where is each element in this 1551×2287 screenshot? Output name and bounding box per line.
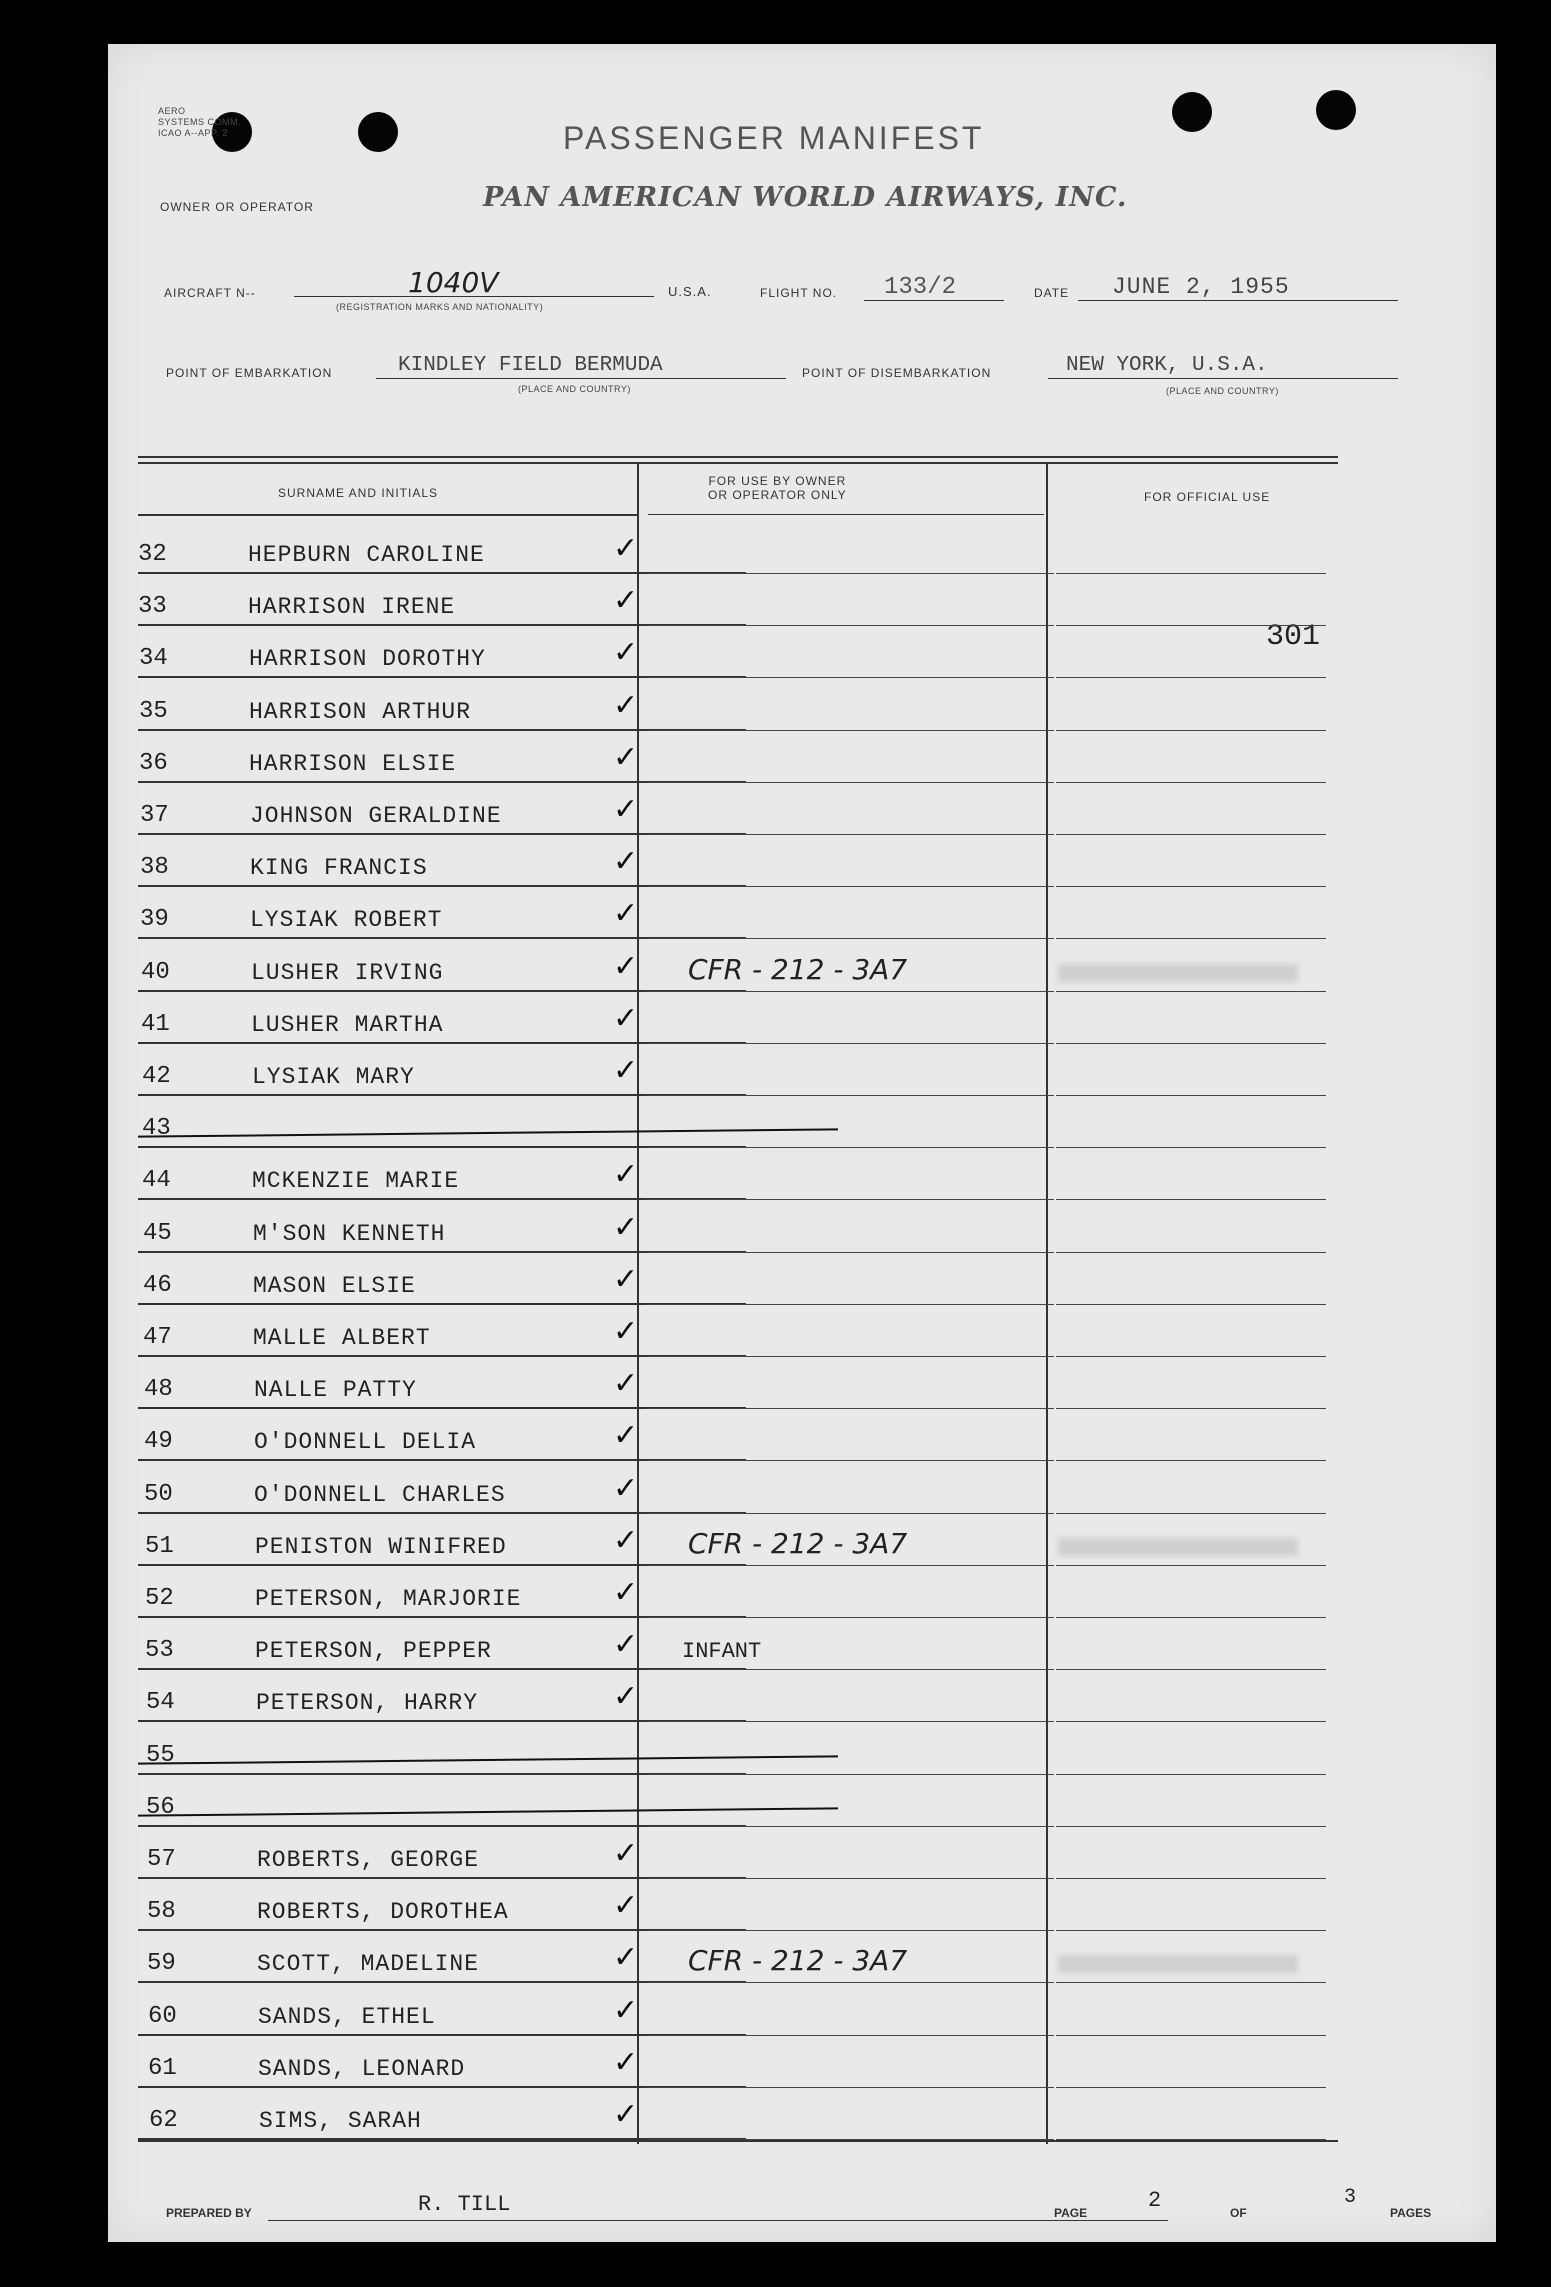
col-official-header: FOR OFFICIAL USE (1144, 490, 1271, 504)
redacted-official-note (1058, 1955, 1298, 1973)
pages-total: 3 (1344, 2186, 1357, 2209)
row-number: 49 (144, 1428, 173, 1456)
check-mark-icon: ✓ (613, 1366, 639, 1402)
check-mark-icon: ✓ (613, 2044, 639, 2080)
punch-hole (1172, 92, 1212, 132)
strike-line (138, 1807, 838, 1816)
passenger-name: LYSIAK MARY (252, 1064, 415, 1090)
check-mark-icon: ✓ (613, 1992, 639, 2028)
table-row (108, 783, 1496, 835)
table-row (108, 992, 1496, 1044)
owner-use-note: CFR - 212 - 3A7 (688, 1526, 908, 1560)
table-row (108, 1670, 1496, 1722)
row-number: 42 (142, 1063, 171, 1090)
passenger-name: M'SON KENNETH (253, 1220, 446, 1247)
check-mark-icon: ✓ (613, 1836, 639, 1871)
row-number: 43 (142, 1115, 171, 1143)
table-row (108, 1096, 1496, 1148)
embark-place-note: (PLACE AND COUNTRY) (518, 384, 631, 394)
row-number: 35 (139, 697, 168, 725)
row-number: 32 (138, 541, 167, 568)
passenger-name: JOHNSON GERALDINE (250, 803, 502, 829)
table-row (108, 1357, 1496, 1409)
passenger-name: LYSIAK ROBERT (250, 907, 443, 934)
row-number: 36 (139, 749, 168, 777)
punch-hole (1316, 90, 1356, 130)
table-row (108, 940, 1496, 992)
flight-label: FLIGHT NO. (760, 286, 838, 300)
check-mark-icon: ✓ (613, 1418, 639, 1454)
row-number: 59 (147, 1950, 176, 1978)
passenger-name: SANDS, ETHEL (258, 2003, 436, 2030)
passenger-name: HEPBURN CAROLINE (248, 542, 485, 568)
table-row (108, 574, 1496, 626)
pages-label: PAGES (1390, 2206, 1432, 2220)
check-mark-icon: ✓ (613, 1940, 639, 1976)
table-row (108, 1827, 1496, 1879)
table-row (108, 626, 1496, 678)
row-number: 62 (149, 2107, 178, 2134)
check-mark-icon: ✓ (613, 635, 639, 671)
passenger-name: KING FRANCIS (250, 855, 428, 882)
passenger-name: HARRISON ARTHUR (249, 698, 472, 725)
passenger-name: PENISTON WINIFRED (255, 1533, 507, 1560)
check-mark-icon: ✓ (613, 1314, 639, 1349)
operator-name: PAN AMERICAN WORLD AIRWAYS, INC. (483, 182, 1128, 213)
prepared-label: PREPARED BY (166, 2206, 252, 2220)
passenger-name: PETERSON, HARRY (256, 1690, 479, 1717)
passenger-name: O'DONNELL DELIA (254, 1429, 477, 1456)
owner-label: OWNER OR OPERATOR (160, 200, 314, 214)
check-mark-icon: ✓ (613, 1157, 639, 1193)
registration-note: (REGISTRATION MARKS AND NATIONALITY) (336, 302, 544, 312)
manifest-sheet (108, 44, 1496, 2242)
passenger-name: O'DONNELL CHARLES (254, 1481, 506, 1508)
check-mark-icon: ✓ (613, 948, 639, 984)
passenger-name: ROBERTS, GEORGE (257, 1847, 480, 1873)
row-number: 38 (140, 854, 169, 882)
check-mark-icon: ✓ (613, 1679, 639, 1715)
punch-hole (358, 112, 398, 152)
table-row (108, 1618, 1496, 1670)
row-number: 44 (142, 1167, 171, 1195)
passenger-name: MCKENZIE MARIE (252, 1168, 460, 1195)
passenger-name: LUSHER MARTHA (251, 1011, 444, 1038)
passenger-name: PETERSON, MARJORIE (255, 1586, 522, 1612)
table-row (108, 1984, 1496, 2036)
owner-use-note: CFR - 212 - 3A7 (688, 1944, 908, 1978)
row-number: 39 (140, 906, 169, 934)
table-row (108, 2036, 1496, 2088)
check-mark-icon: ✓ (613, 1261, 639, 1297)
passenger-name: NALLE PATTY (254, 1377, 417, 1404)
table-row (108, 887, 1496, 939)
col-surname-header: SURNAME AND INITIALS (278, 486, 439, 500)
check-mark-icon: ✓ (613, 792, 639, 827)
table-row (108, 1044, 1496, 1096)
owner-use-note: CFR - 212 - 3A7 (688, 952, 908, 986)
page-number: 2 (1148, 2188, 1162, 2213)
embark-label: POINT OF EMBARKATION (166, 366, 333, 380)
check-mark-icon: ✓ (613, 1888, 639, 1924)
table-row (108, 1305, 1496, 1357)
row-number: 37 (140, 802, 169, 829)
table-row (108, 522, 1496, 574)
row-number: 52 (145, 1585, 174, 1612)
table-row (108, 1462, 1496, 1514)
check-mark-icon: ✓ (613, 531, 639, 566)
table-row (108, 731, 1496, 783)
row-number: 58 (147, 1898, 176, 1926)
date-label: DATE (1034, 286, 1070, 300)
table-row (108, 835, 1496, 887)
row-number: 51 (145, 1532, 174, 1560)
table-row (108, 1253, 1496, 1305)
disembark-place-note: (PLACE AND COUNTRY) (1166, 386, 1279, 396)
passenger-name: MASON ELSIE (253, 1272, 416, 1299)
redacted-official-note (1058, 1538, 1298, 1556)
disembark-value: NEW YORK, U.S.A. (1066, 354, 1268, 377)
official-number: 301 (1266, 620, 1321, 654)
strike-line (138, 1129, 838, 1138)
check-mark-icon: ✓ (613, 844, 639, 880)
row-number: 33 (138, 593, 167, 621)
check-mark-icon: ✓ (613, 1000, 639, 1036)
page-title: PASSENGER MANIFEST (563, 120, 985, 156)
table-row (108, 1775, 1496, 1827)
aircraft-label: AIRCRAFT N-- (164, 286, 256, 300)
check-mark-icon: ✓ (613, 739, 639, 775)
row-number: 53 (145, 1637, 174, 1665)
check-mark-icon: ✓ (613, 1627, 639, 1663)
passenger-name: HARRISON IRENE (248, 594, 456, 621)
table-row (108, 1879, 1496, 1931)
table-row (108, 1409, 1496, 1461)
check-mark-icon: ✓ (613, 1470, 639, 1506)
row-number: 50 (144, 1480, 173, 1508)
owner-use-note: INFANT (682, 1639, 762, 1665)
table-row (108, 1514, 1496, 1566)
date-value: JUNE 2, 1955 (1112, 274, 1290, 300)
passenger-name: PETERSON, PEPPER (255, 1638, 492, 1665)
check-mark-icon: ✓ (613, 1522, 639, 1558)
row-number: 47 (143, 1324, 172, 1351)
aircraft-value: 1040V (408, 266, 499, 299)
table-row (108, 1566, 1496, 1618)
row-number: 45 (143, 1219, 172, 1247)
passenger-name: SCOTT, MADELINE (257, 1951, 480, 1978)
flight-value: 133/2 (884, 274, 957, 301)
row-number: 48 (144, 1376, 173, 1404)
check-mark-icon: ✓ (613, 687, 639, 723)
redacted-official-note (1058, 964, 1298, 982)
row-number: 61 (148, 2054, 177, 2082)
check-mark-icon: ✓ (613, 896, 639, 932)
passenger-name: ROBERTS, DOROTHEA (257, 1899, 509, 1926)
passenger-name: HARRISON ELSIE (249, 750, 457, 777)
row-number: 46 (143, 1271, 172, 1299)
of-label: OF (1230, 2206, 1247, 2220)
check-mark-icon: ✓ (613, 2097, 639, 2132)
table-row (108, 2088, 1496, 2140)
row-number: 40 (141, 958, 170, 986)
passenger-name: SANDS, LEONARD (258, 2055, 466, 2082)
row-number: 60 (148, 2002, 177, 2030)
table-row (108, 1931, 1496, 1983)
check-mark-icon: ✓ (613, 1053, 639, 1088)
row-number: 41 (141, 1010, 170, 1038)
passenger-name: SIMS, SARAH (259, 2108, 422, 2134)
row-number: 55 (146, 1741, 175, 1769)
passenger-name: MALLE ALBERT (253, 1325, 431, 1351)
page-label: PAGE (1054, 2206, 1088, 2220)
passenger-name: LUSHER IRVING (251, 959, 444, 986)
form-id: AERO SYSTEMS COMM. ICAO A--APP. 2 (158, 106, 242, 138)
prepared-by: R. TILL (418, 2192, 511, 2217)
check-mark-icon: ✓ (613, 1575, 639, 1610)
row-number: 57 (147, 1846, 176, 1873)
passenger-name: HARRISON DOROTHY (249, 646, 486, 673)
strike-line (138, 1755, 838, 1764)
row-number: 54 (146, 1689, 175, 1717)
check-mark-icon: ✓ (613, 1209, 639, 1245)
row-number: 34 (139, 645, 168, 673)
row-number: 56 (146, 1793, 175, 1821)
disembark-label: POINT OF DISEMBARKATION (802, 366, 992, 380)
usa-label: U.S.A. (668, 284, 712, 299)
embark-value: KINDLEY FIELD BERMUDA (398, 354, 663, 377)
table-row (108, 679, 1496, 731)
table-row (108, 1201, 1496, 1253)
check-mark-icon: ✓ (613, 583, 639, 619)
table-row (108, 1723, 1496, 1775)
col-owner-header: FOR USE BY OWNER OR OPERATOR ONLY (708, 474, 847, 502)
table-row (108, 1148, 1496, 1200)
